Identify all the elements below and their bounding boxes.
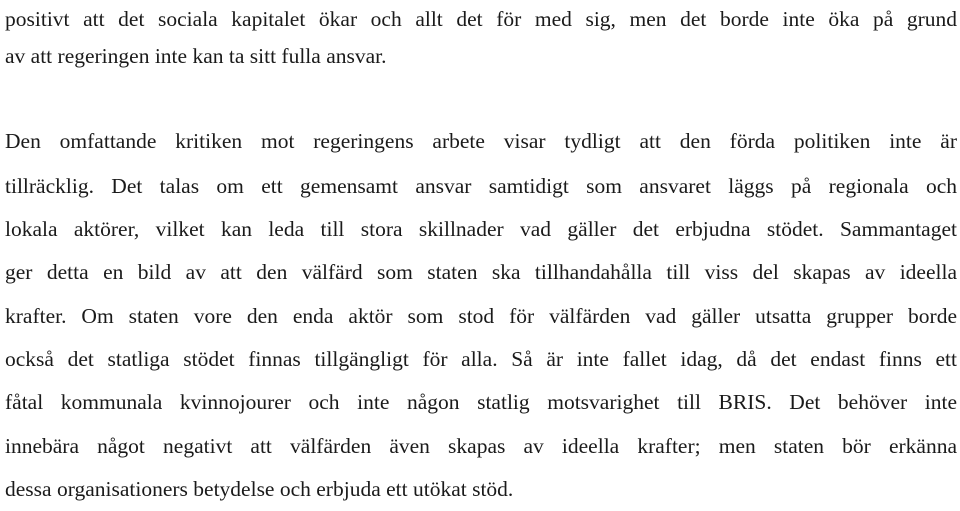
text-line: ger detta en bild av att den välfärd som staten ska tillhandahålla till viss del skapas av ideella bbox=[5, 260, 957, 284]
text-line: lokala aktörer, vilket kan leda till stora skillnader vad gäller det erbjudna stödet. Sammantaget bbox=[5, 217, 957, 241]
text-line: dessa organisationers betydelse och erbjuda ett utökat stöd. bbox=[5, 477, 514, 501]
text-line: av att regeringen inte kan ta sitt fulla ansvar. bbox=[5, 44, 387, 68]
text-line: fåtal kommunala kvinnojourer och inte någon statlig motsvarighet till BRIS. Det behöver inte bbox=[5, 390, 957, 414]
text-line: positivt att det sociala kapitalet ökar och allt det för med sig, men det borde inte öka på grund bbox=[5, 7, 957, 31]
text-line: krafter. Om staten vore den enda aktör som stod för välfärden vad gäller utsatta grupper borde bbox=[5, 304, 957, 328]
text-line: också det statliga stödet finnas tillgängligt för alla. Så är inte fallet idag, då det endast finns ett bbox=[5, 347, 957, 371]
text-line: Den omfattande kritiken mot regeringens arbete visar tydligt att den förda politiken inte är bbox=[5, 129, 957, 153]
text-line: innebära något negativt att välfärden även skapas av ideella krafter; men staten bör erkänna bbox=[5, 434, 957, 458]
text-line: tillräcklig. Det talas om ett gemensamt ansvar samtidigt som ansvaret läggs på regionala och bbox=[5, 174, 957, 198]
